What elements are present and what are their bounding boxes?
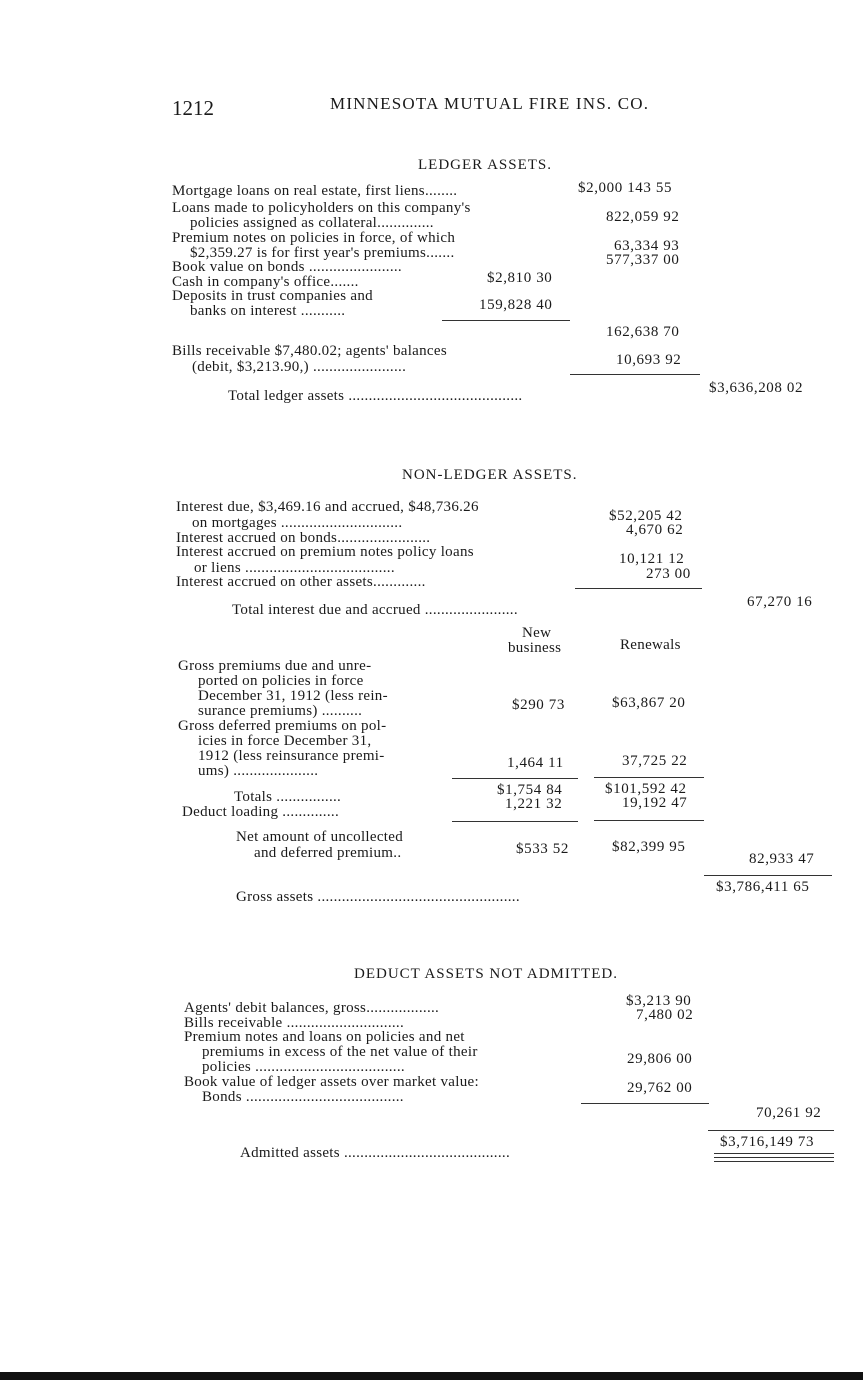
gross-due-line-2: ported on policies in force: [198, 673, 364, 689]
int-bonds-value: 4,670 62: [626, 522, 684, 538]
loading-label: Deduct loading ..............: [182, 804, 340, 820]
not-admitted-heading: DEDUCT ASSETS NOT ADMITTED.: [354, 966, 618, 982]
bills-value: 10,693 92: [616, 352, 682, 368]
admitted-value: $3,716,149 73: [720, 1134, 815, 1150]
na-book-label-2: Bonds .......................................: [202, 1089, 404, 1105]
non-ledger-heading: NON-LEDGER ASSETS.: [402, 467, 578, 483]
subtotal-rule: [442, 320, 570, 321]
premium-value: 63,334 93: [614, 238, 680, 254]
int-mort-value: $52,205 42: [609, 508, 683, 524]
net-renewals: $82,399 95: [612, 839, 686, 855]
loading-new: 1,221 32: [505, 796, 563, 812]
gross-def-new: 1,464 11: [507, 755, 564, 771]
interest-sum-rule: [575, 588, 702, 589]
bills-rec-value: 7,480 02: [636, 1007, 694, 1023]
int-mort-label-2: on mortgages ..............................: [192, 515, 403, 531]
int-prem-value: 10,121 12: [619, 551, 685, 567]
mortgage-label: Mortgage loans on real estate, first liens........: [172, 183, 458, 199]
totals-renewals: $101,592 42: [605, 781, 687, 797]
not-admitted-total: 70,261 92: [756, 1105, 822, 1121]
cash-label: Cash in company's office.......: [172, 274, 359, 290]
double-rule-3: [714, 1161, 834, 1162]
gross-def-line-4: ums) .....................: [198, 763, 319, 779]
net-label-2: and deferred premium..: [254, 845, 402, 861]
page-title: MINNESOTA MUTUAL FIRE INS. CO.: [330, 94, 650, 113]
cash-value: $2,810 30: [487, 270, 553, 286]
col-new-header-1: New: [522, 625, 552, 641]
loans-label-1: Loans made to policyholders on this company's: [172, 200, 471, 216]
double-rule-1: [714, 1153, 834, 1154]
total-ledger-label: Total ledger assets ...........................................: [228, 388, 523, 404]
deposits-value: 159,828 40: [479, 297, 553, 313]
deposits-label-2: banks on interest ...........: [190, 303, 346, 319]
gross-due-new: $290 73: [512, 697, 565, 713]
mortgage-value: $2,000 143 55: [578, 180, 673, 196]
int-bonds-label: Interest accrued on bonds.......................: [176, 530, 431, 546]
renew-col-rule-2: [594, 820, 704, 821]
na-prem-label-1: Premium notes and loans on policies and net: [184, 1029, 465, 1045]
not-admitted-rule: [581, 1103, 709, 1104]
int-mort-label-1: Interest due, $3,469.16 and accrued, $48,736.26: [176, 499, 479, 515]
loading-renewals: 19,192 47: [622, 795, 688, 811]
gross-assets-label: Gross assets ..................................................: [236, 889, 520, 905]
gross-due-line-4: surance premiums) ..........: [198, 703, 363, 719]
col-renewals-header: Renewals: [620, 637, 681, 653]
renew-col-rule-1: [594, 777, 704, 778]
new-col-rule-2: [452, 821, 578, 822]
int-other-value: 273 00: [646, 566, 691, 582]
na-prem-label-3: policies .....................................: [202, 1059, 405, 1075]
scan-edge-bar: [0, 1372, 863, 1380]
gross-def-line-2: icies in force December 31,: [198, 733, 372, 749]
agents-label: Agents' debit balances, gross..................: [184, 1000, 440, 1016]
gross-due-renewals: $63,867 20: [612, 695, 686, 711]
book-label: Book value on bonds .......................: [172, 259, 402, 275]
na-prem-label-2: premiums in excess of the net value of their: [202, 1044, 478, 1060]
ledger-heading: LEDGER ASSETS.: [418, 157, 553, 173]
bills-label-2: (debit, $3,213.90,) .......................: [192, 359, 407, 375]
new-col-rule-1: [452, 778, 578, 779]
premium-label-1: Premium notes on policies in force, of which: [172, 230, 456, 246]
premium-label-2: $2,359.27 is for first year's premiums.......: [190, 245, 455, 261]
na-book-value: 29,762 00: [627, 1080, 693, 1096]
gross-def-line-1: Gross deferred premiums on pol-: [178, 718, 387, 734]
totals-new: $1,754 84: [497, 782, 563, 798]
gross-def-renewals: 37,725 22: [622, 753, 688, 769]
bills-rec-label: Bills receivable .............................: [184, 1015, 405, 1031]
book-value: 577,337 00: [606, 252, 680, 268]
loans-value: 822,059 92: [606, 209, 680, 225]
gross-def-line-3: 1912 (less reinsurance premi-: [198, 748, 385, 764]
int-other-label: Interest accrued on other assets.............: [176, 574, 426, 590]
net-new: $533 52: [516, 841, 569, 857]
int-prem-label-2: or liens .....................................: [194, 560, 395, 576]
na-prem-value: 29,806 00: [627, 1051, 693, 1067]
agents-value: $3,213 90: [626, 993, 692, 1009]
deposits-label-1: Deposits in trust companies and: [172, 288, 373, 304]
net-label-1: Net amount of uncollected: [236, 829, 404, 845]
na-book-label-1: Book value of ledger assets over market value:: [184, 1074, 479, 1090]
gross-sum-rule: [704, 875, 832, 876]
gross-assets-value: $3,786,411 65: [716, 879, 810, 895]
admitted-label: Admitted assets .........................................: [240, 1145, 511, 1161]
double-rule-2: [714, 1157, 834, 1158]
gross-due-line-3: December 31, 1912 (less rein-: [198, 688, 388, 704]
total-interest-label: Total interest due and accrued .......................: [232, 602, 518, 618]
loans-label-2: policies assigned as collateral..............: [190, 215, 434, 231]
bills-label-1: Bills receivable $7,480.02; agents' balances: [172, 343, 447, 359]
total-ledger-value: $3,636,208 02: [709, 380, 804, 396]
gross-due-line-1: Gross premiums due and unre-: [178, 658, 372, 674]
col-new-header-2: business: [508, 640, 562, 656]
total-interest-value: 67,270 16: [747, 594, 813, 610]
net-total: 82,933 47: [749, 851, 815, 867]
cash-deposits-total: 162,638 70: [606, 324, 680, 340]
admitted-rule: [708, 1130, 834, 1131]
totals-label: Totals ................: [234, 789, 342, 805]
page-number: 1212: [172, 96, 214, 120]
int-prem-label-1: Interest accrued on premium notes policy loans: [176, 544, 474, 560]
ledger-sum-rule: [570, 374, 700, 375]
